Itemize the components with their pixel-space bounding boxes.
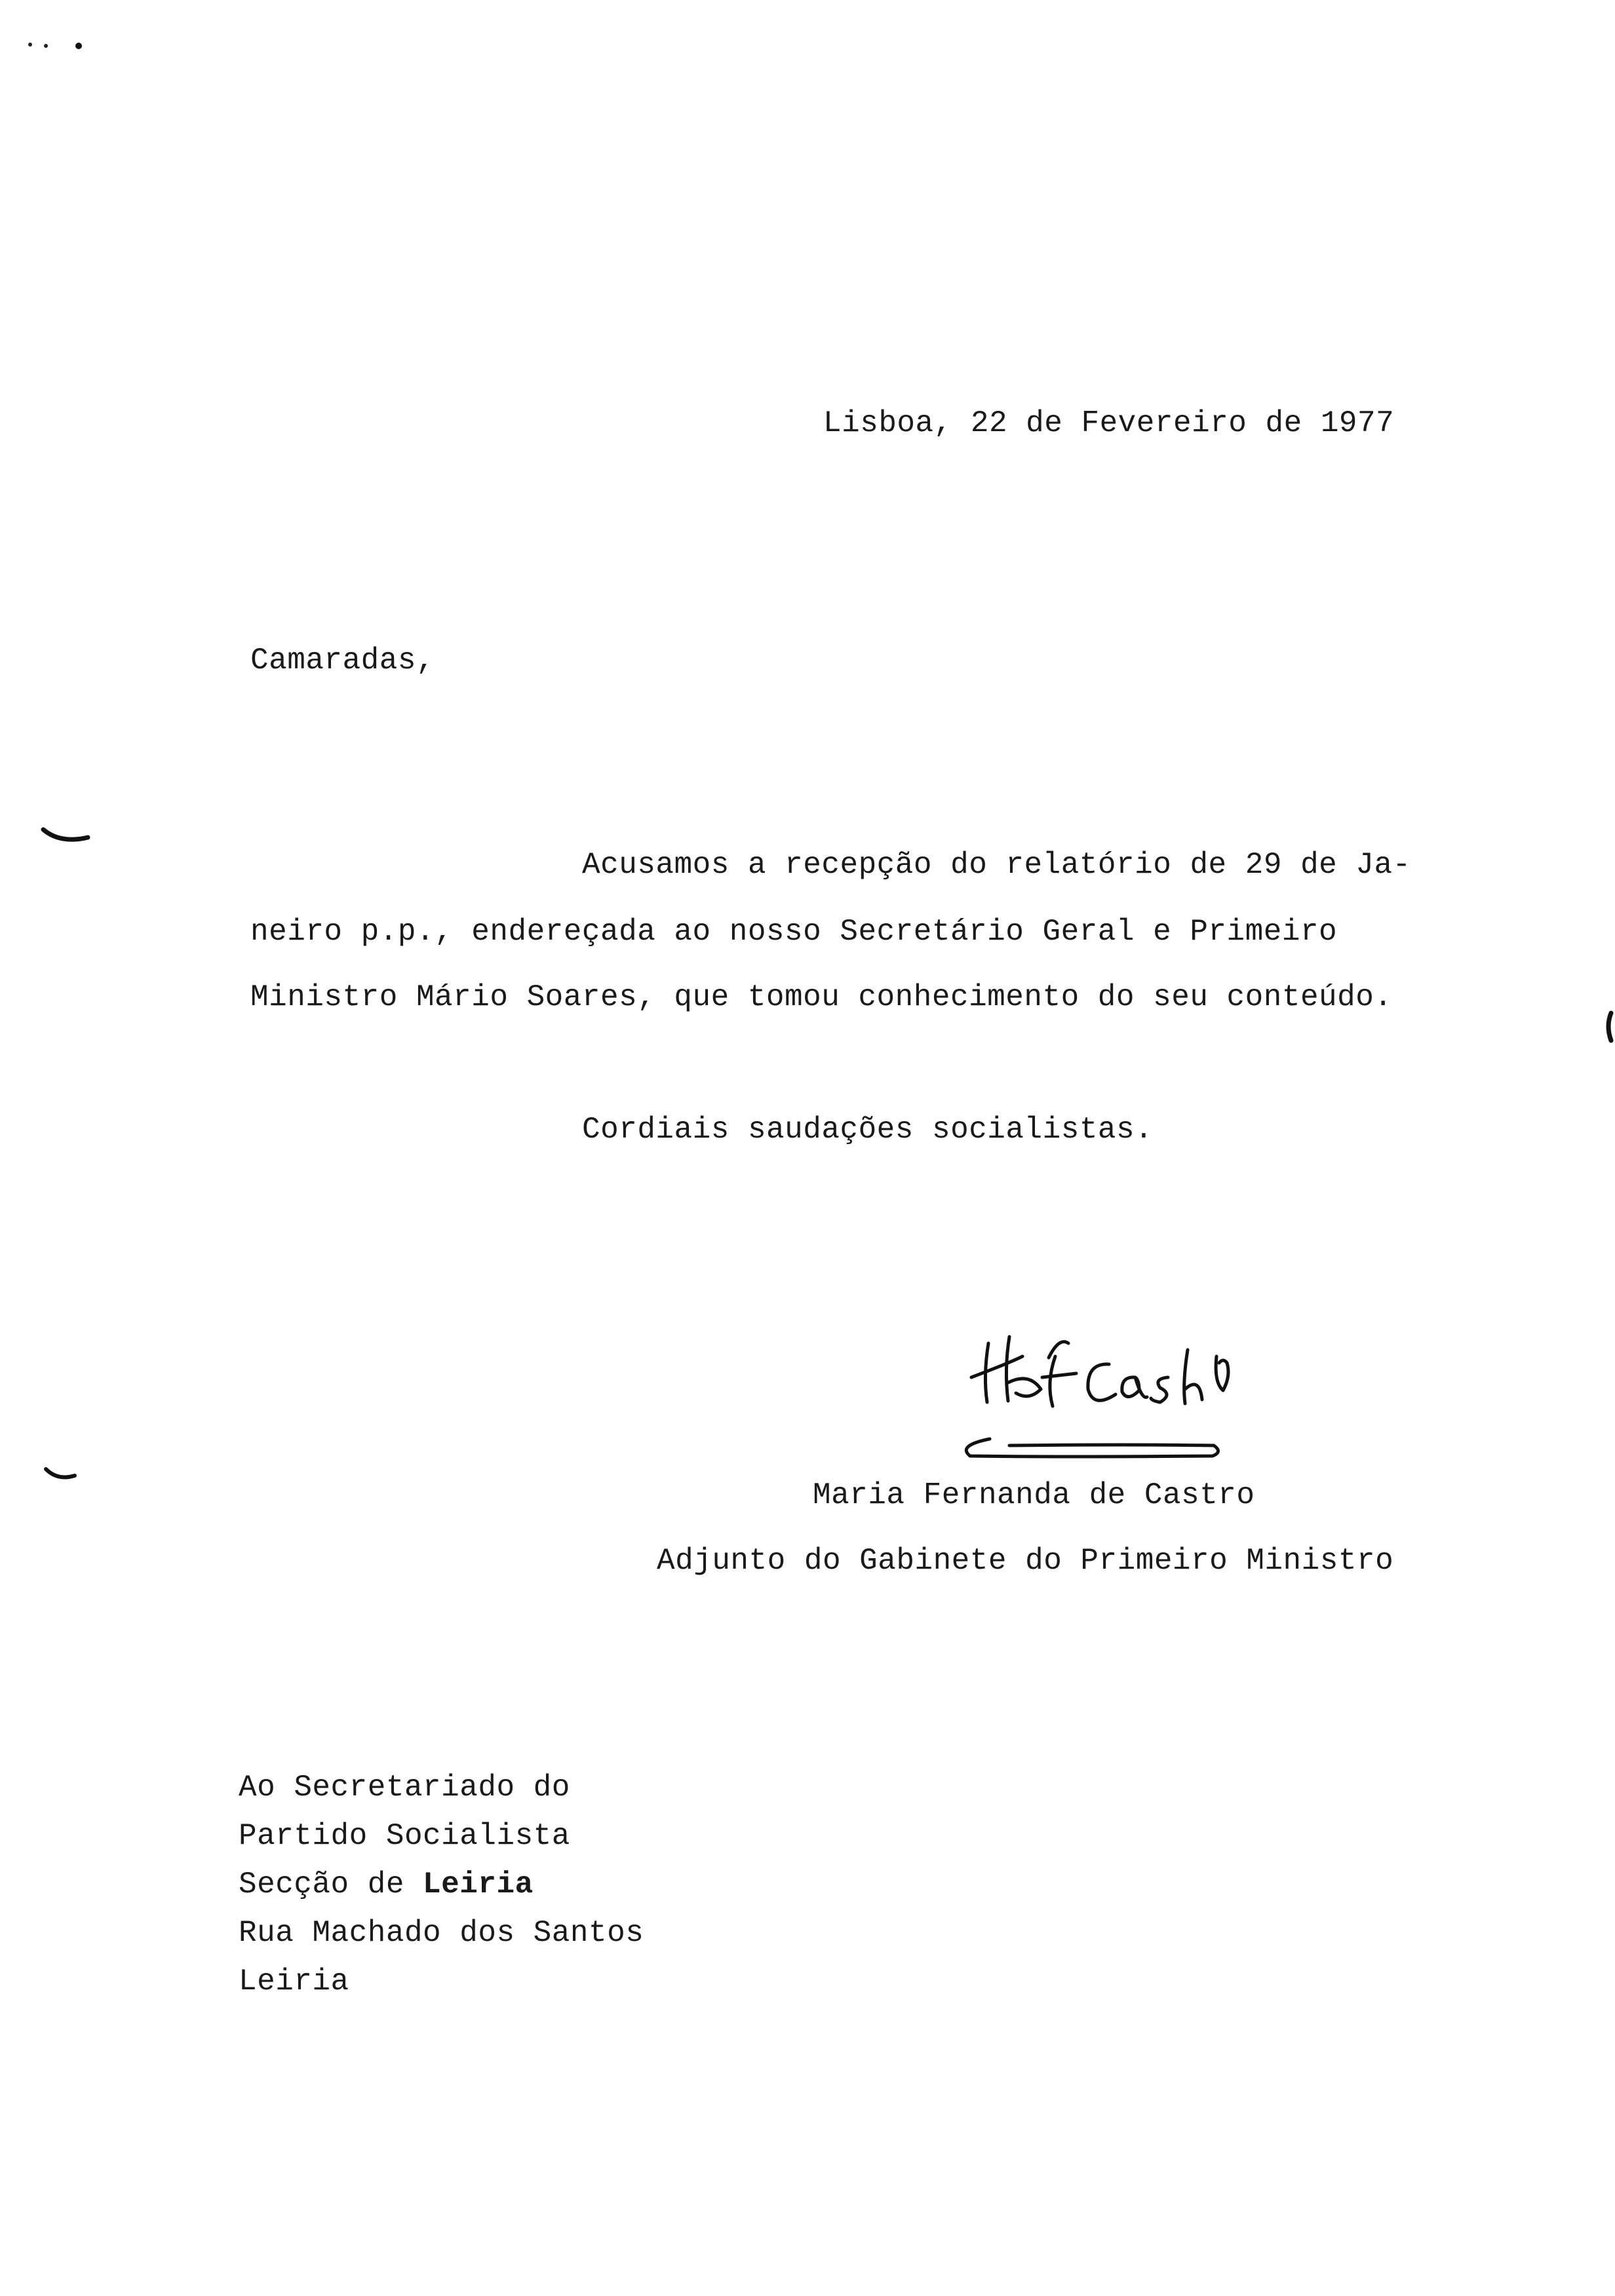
recipient-line-2: Partido Socialista [239, 1819, 570, 1853]
signatory-name: Maria Fernanda de Castro [813, 1478, 1255, 1512]
body-line-2: neiro p.p., endereçada ao nosso Secretário Geral e Primeiro [250, 915, 1338, 949]
signatory-title: Adjunto do Gabinete do Primeiro Ministro [657, 1544, 1394, 1578]
recipient-line-5: Leiria [239, 1964, 349, 1999]
scan-artifact-top-left [26, 38, 92, 58]
salutation: Camaradas, [250, 643, 435, 678]
body-line-3: Ministro Mário Soares, que tomou conhecimento do seu conteúdo. [250, 980, 1393, 1014]
body-line-1: Acusamos a recepção do relatório de 29 de Ja- [582, 848, 1411, 882]
recipient-section-prefix: Secção de [239, 1867, 423, 1902]
letter-date: Lisboa, 22 de Fevereiro de 1977 [823, 406, 1395, 440]
recipient-line-4: Rua Machado dos Santos [239, 1916, 644, 1950]
scan-artifact-left-1 [41, 824, 93, 851]
recipient-line-3 [239, 1866, 534, 1903]
handwritten-signature [931, 1317, 1272, 1468]
closing-line: Cordiais saudações socialistas. [582, 1113, 1154, 1147]
recipient-section-name: Leiria [423, 1867, 534, 1902]
scan-artifact-right [1603, 1010, 1615, 1043]
recipient-line-1: Ao Secretariado do [239, 1770, 570, 1805]
scan-artifact-left-2 [43, 1465, 83, 1487]
